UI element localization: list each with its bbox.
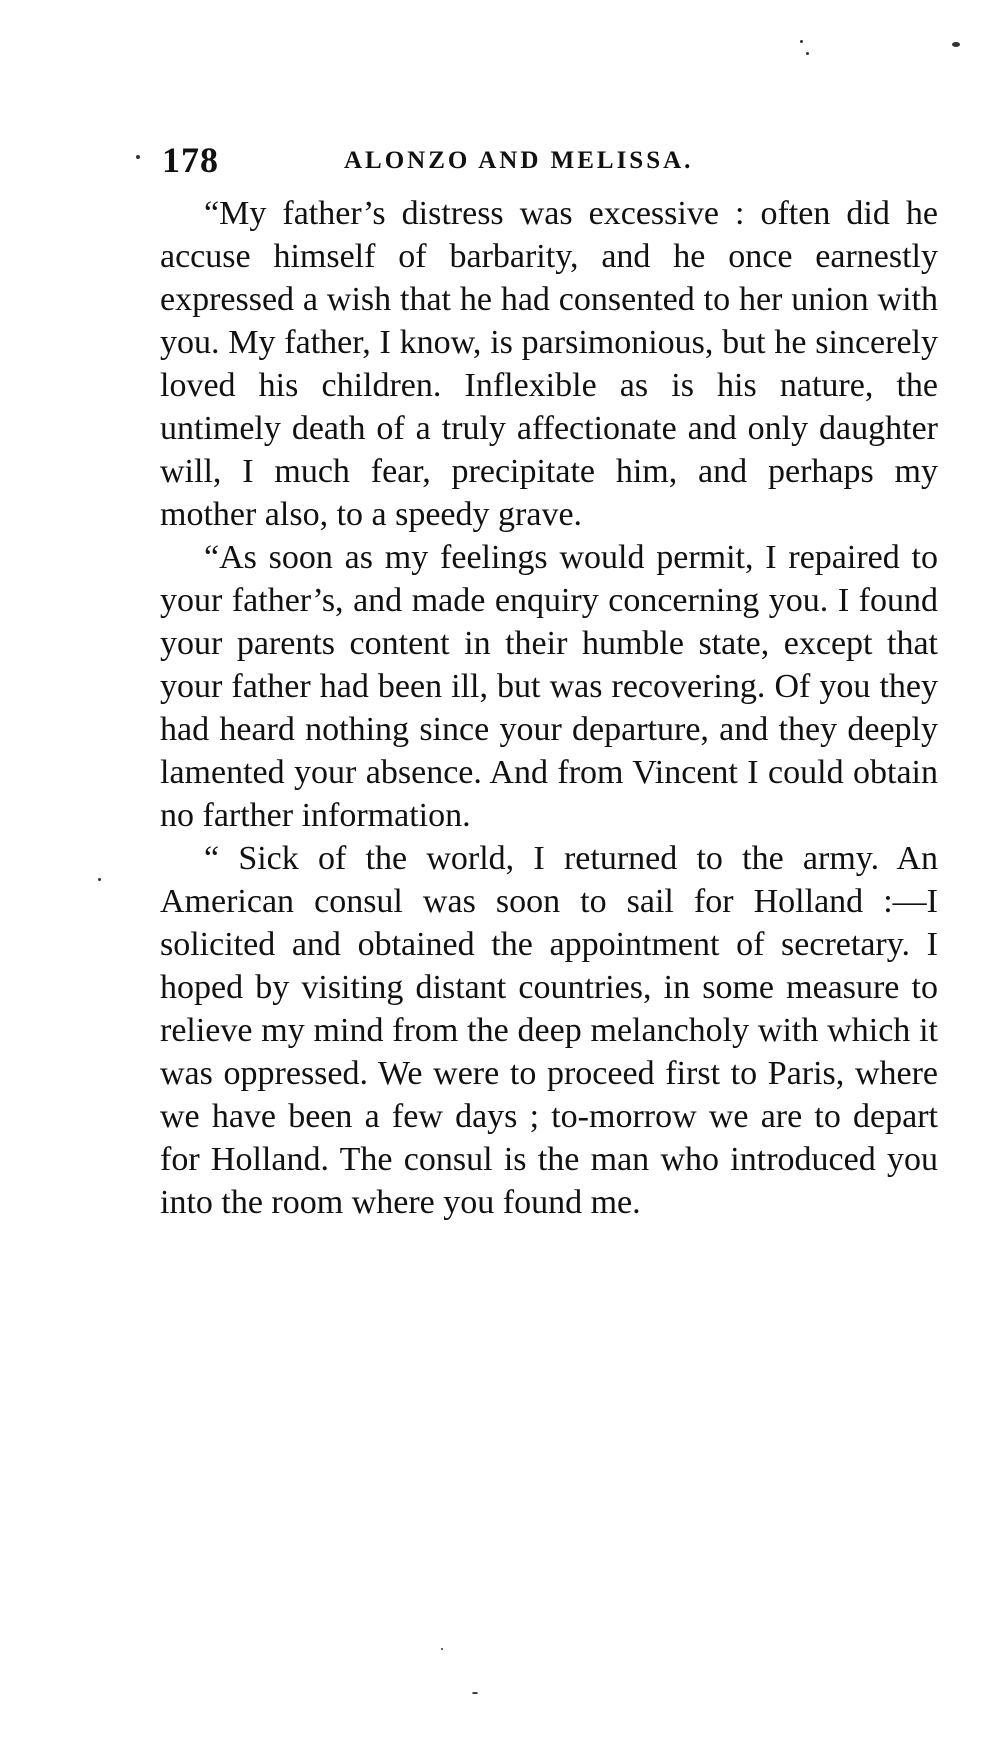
scan-speck xyxy=(136,155,140,159)
running-title: ALONZO AND MELISSA. xyxy=(344,147,694,174)
scan-speck xyxy=(98,878,101,881)
page-header xyxy=(150,140,770,180)
scan-speck xyxy=(952,42,960,47)
page-number: 178 xyxy=(162,140,219,180)
scan-speck xyxy=(800,40,803,43)
scan-speck xyxy=(441,1648,443,1650)
paragraph-1: “My father’s distress was excessive : often did he accuse himself of barbarity, and he once earnestly expressed a wish that he had consented to her union with you. My father, I know, is parsimonious, but he sincerely loved his children. Inflexible as is his nature, the untimely death of a truly affectionate and only daughter will, I much fear, precipitate him, and perhaps my mother also, to a speedy grave. xyxy=(160,195,938,533)
paragraph-3: “ Sick of the world, I returned to the army. An American consul was soon to sail for Holland :—I solicited and obtained the appointment of secretary. I hoped by visiting distant countries, in some measure to relieve my mind from the deep melancholy with which it was oppressed. We were to proceed first to Paris, where we have been a few days ; to-morrow we are to depart for Holland. The consul is the man who introduced you into the room where you found me. xyxy=(160,840,938,1221)
body-text xyxy=(160,192,938,1224)
scan-speck xyxy=(806,52,809,55)
paragraph-2: “As soon as my feelings would permit, I repaired to your father’s, and made enquiry concerning you. I found your parents content in their humble state, except that your father had been ill, but was recovering. Of you they had heard nothing since your departure, and they deeply lamented your absence. And from Vincent I could obtain no farther information. xyxy=(160,539,938,834)
scan-speck xyxy=(472,1692,478,1694)
